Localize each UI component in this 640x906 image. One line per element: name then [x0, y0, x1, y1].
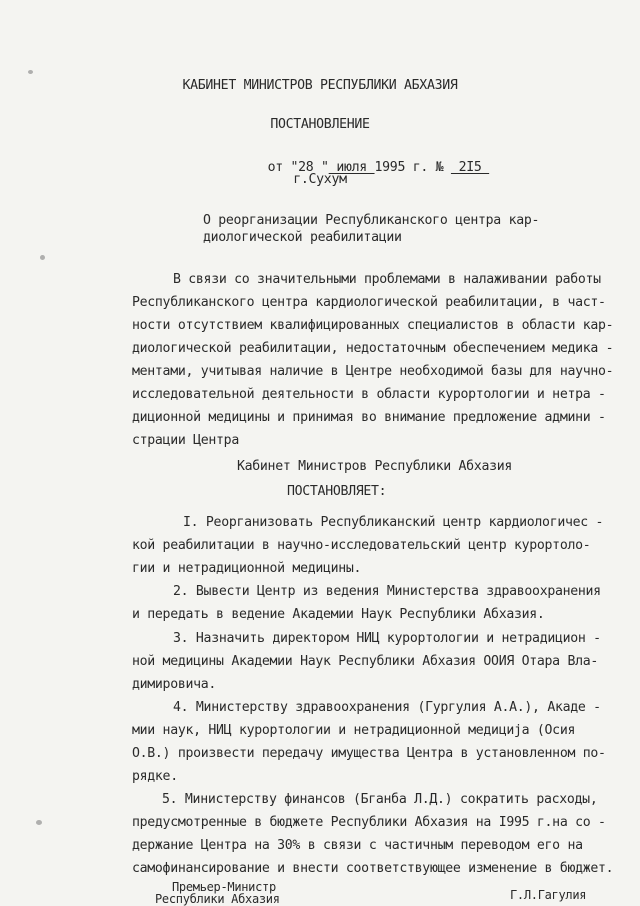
subject-line: О реорганизации Республиканского центра кар- [203, 213, 540, 228]
date-prefix: от "28 " [267, 160, 329, 175]
scan-speck [36, 820, 42, 825]
preamble-line: В связи со значительными проблемами в налаживании работы [173, 272, 601, 287]
item-line: О.В.) произвести передачу имущества Центра в установленном по- [132, 746, 606, 761]
authority: Кабинет Министров Республики Абхазия [237, 459, 513, 474]
signatory-title: Республики Абхазия [155, 892, 280, 906]
item-line: гии и нетрадиционной медицины. [132, 561, 362, 576]
preamble-line: исследовательной деятельности в области курортологии и нетра - [132, 387, 606, 402]
preamble-line: диционной медицины и принимая во внимание предложение админи - [132, 410, 606, 425]
item-line: самофинансирование и внести соответствующее изменение в бюджет. [132, 861, 614, 876]
item-line: рядке. [132, 769, 178, 784]
item-line: и передать в ведение Академии Наук Республики Абхазия. [132, 607, 545, 622]
signatory-title: Премьер-Министр [172, 880, 276, 894]
scan-speck [40, 255, 45, 260]
item-line: держание Центра на 30% в связи с частичным переводом его на [132, 838, 583, 853]
item-line: 3. Назначить директором НИЦ курортологии и нетрадицион - [173, 631, 601, 646]
resolves-heading: ПОСТАНОВЛЯЕТ: [287, 484, 387, 499]
document-type: ПОСТАНОВЛЕНИЕ [270, 117, 370, 132]
item-line: ной медицины Академии Наук Республики Абхазия ООИЯ Отара Вла- [132, 654, 599, 669]
item-line: мии наук, НИЦ курортологии и нетрадиционной медиција (Осия [132, 723, 576, 738]
preamble-line: Республиканского центра кардиологической реабилитации, в част- [132, 295, 606, 310]
item-line: 5. Министерству финансов (Бганба Л.Д.) сократить расходы, [162, 792, 598, 807]
document-number: 2I5 [450, 160, 490, 175]
city: г.Сухум [293, 172, 347, 187]
item-line: димировича. [132, 677, 217, 692]
item-line: кой реабилитации в научно-исследовательский центр курортоло- [132, 538, 591, 553]
preamble-line: страции Центра [132, 433, 239, 448]
org-heading: КАБИНЕТ МИНИСТРОВ РЕСПУБЛИКИ АБХАЗИЯ [182, 78, 458, 93]
date-month: июля [328, 160, 375, 175]
preamble-line: ности отсутствием квалифицированных специалистов в области кар- [132, 318, 614, 333]
subject-line: диологической реабилитации [203, 230, 402, 245]
preamble-line: диологической реабилитации, недостаточным обеспечением медика - [132, 341, 614, 356]
item-line: 4. Министерству здравоохранения (Гургулия А.А.), Акаде - [173, 700, 601, 715]
signatory-name: Г.Л.Гагулия [510, 888, 587, 902]
item-line: I. Реорганизовать Республиканский центр кардиологичес - [183, 515, 604, 530]
scan-speck [28, 70, 33, 74]
date-year: 1995 г. № [374, 160, 444, 175]
item-line: 2. Вывести Центр из ведения Министерства здравоохранения [173, 584, 601, 599]
preamble-line: ментами, учитывая наличие в Центре необходимой базы для научно- [132, 364, 614, 379]
item-line: предусмотренные в бюджете Республики Абхазия на I995 г.на со - [132, 815, 606, 830]
